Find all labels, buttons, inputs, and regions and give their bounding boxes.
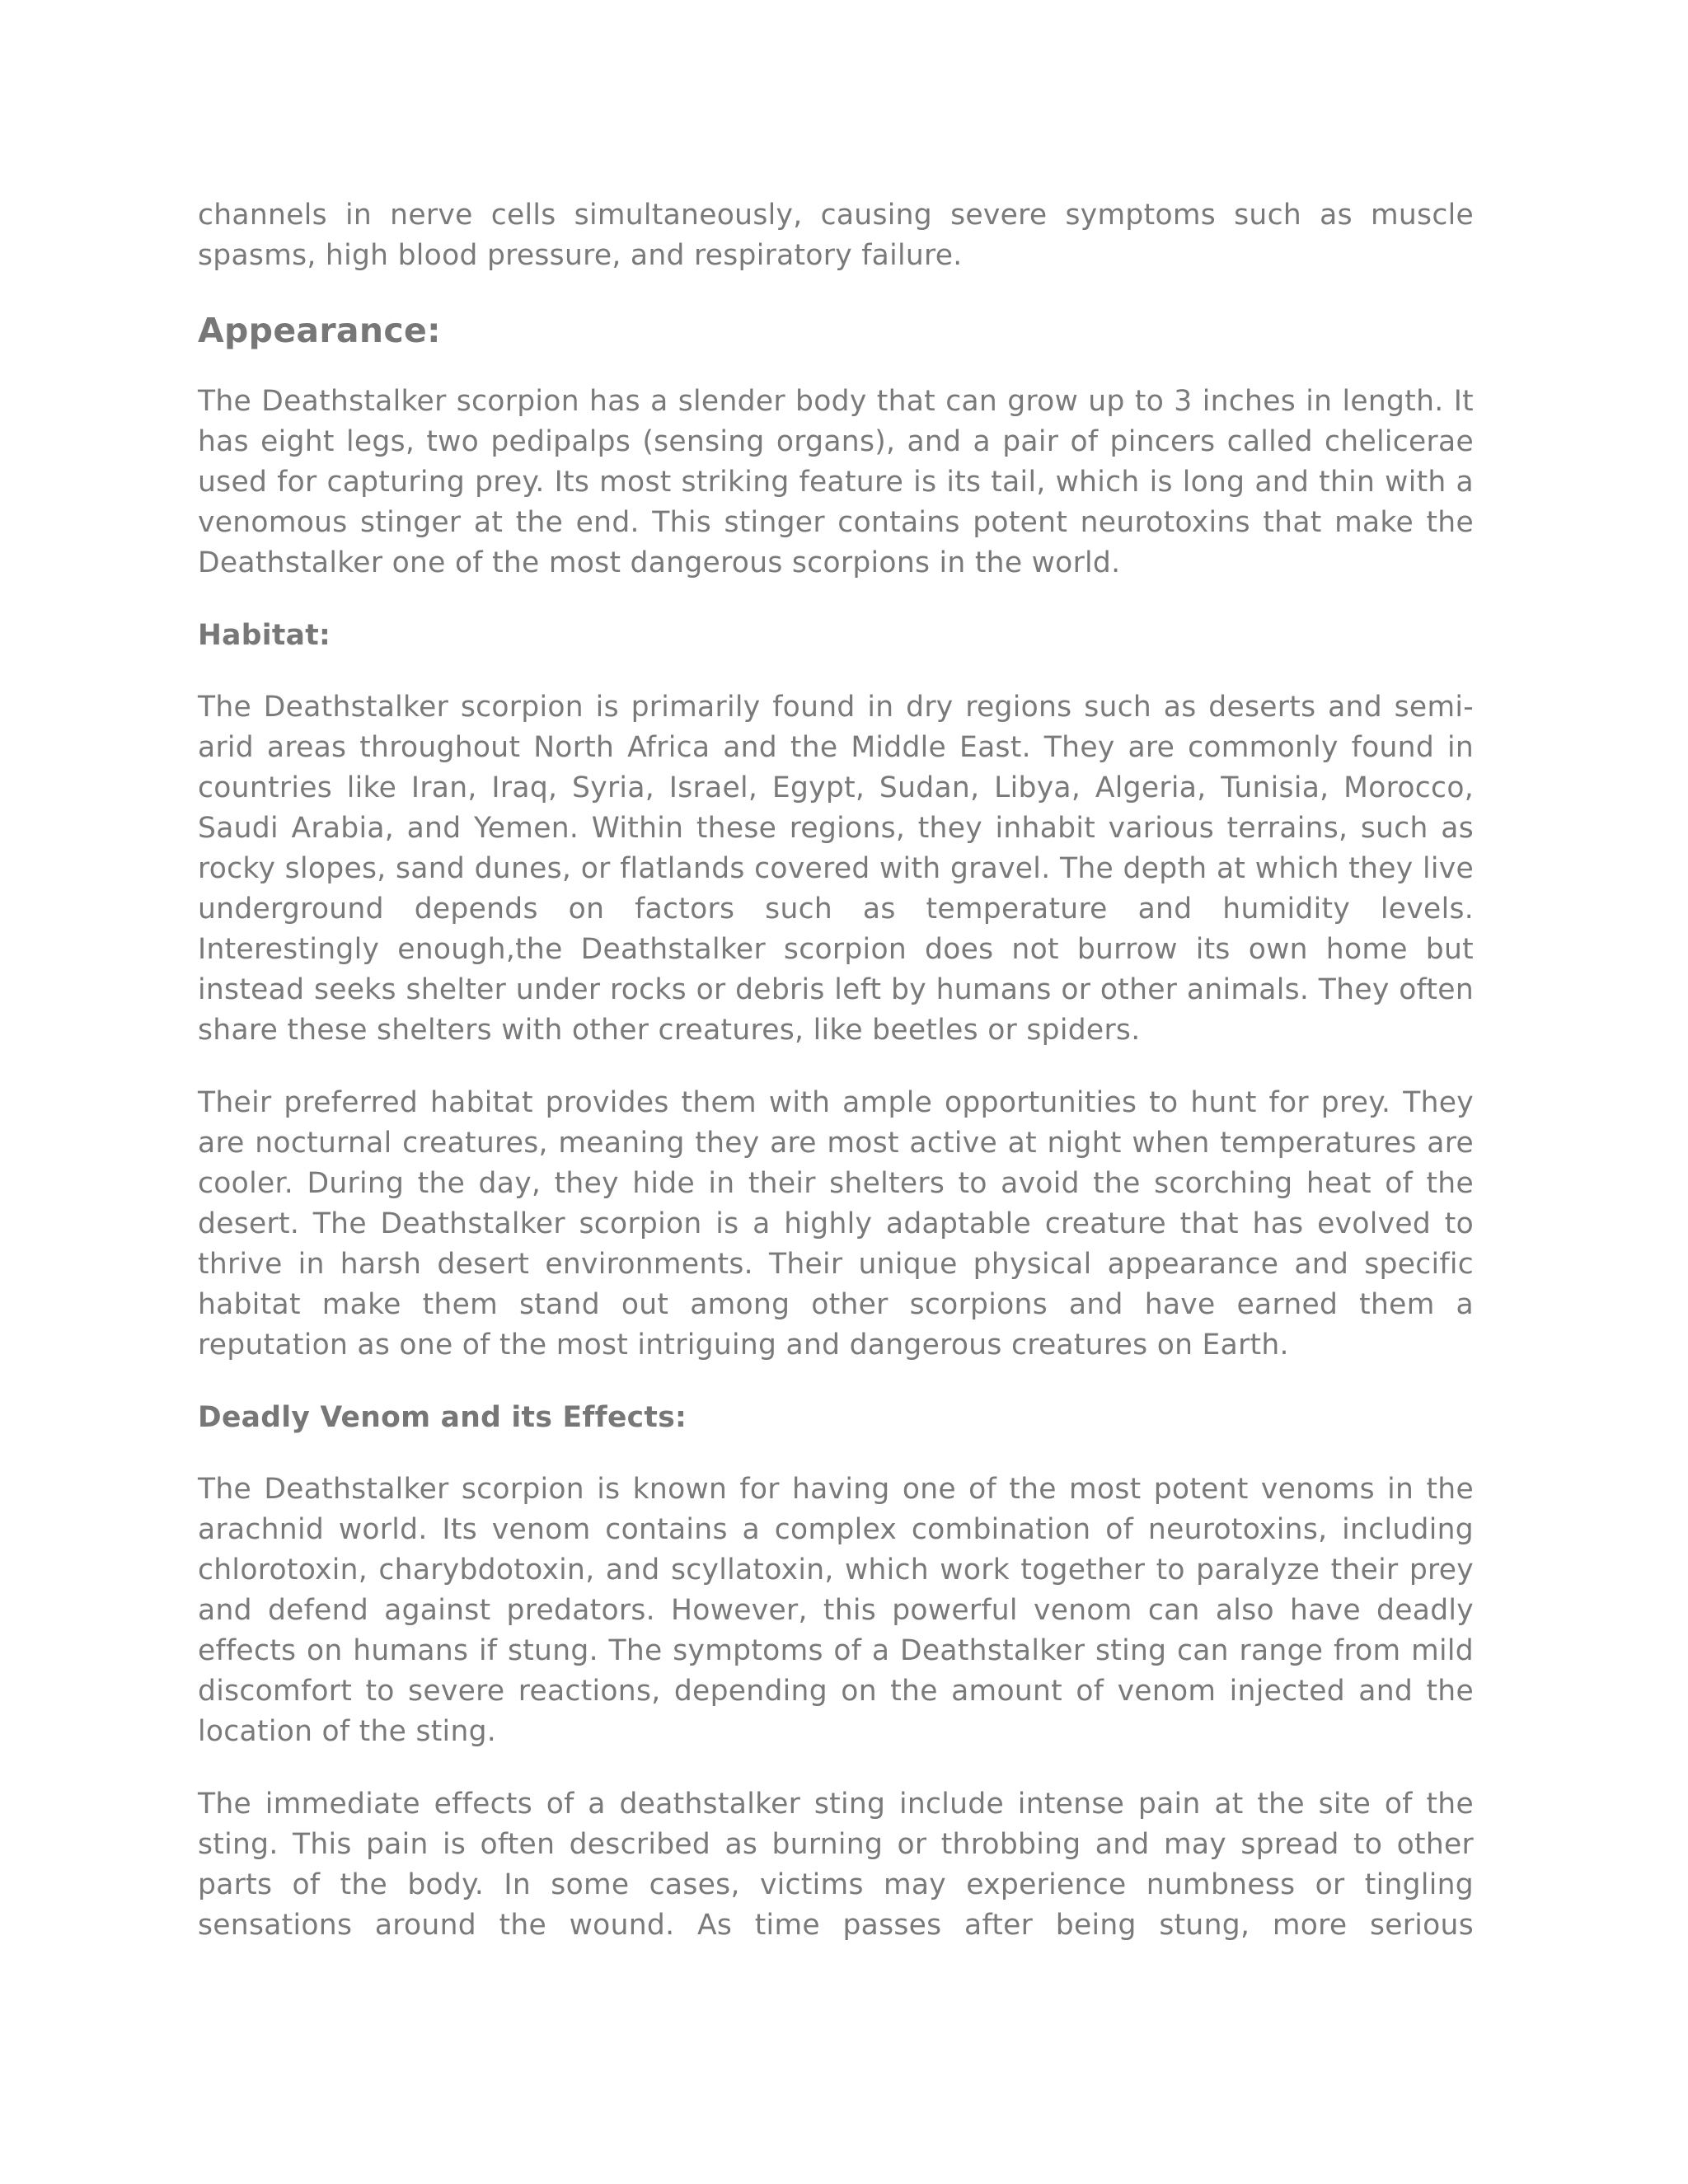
habitat-paragraph-2: Their preferred habitat provides them with ample opportunities to hunt for prey. They are nocturnal creatures, meaning they are most active at night when temperatures are cooler. During the day, they hide in their shelters to avoid the scorching heat of the desert. The Deathstalker scorpion is a highly adaptable creature that has evolved to thrive in harsh desert environments. Their unique physical appearance and specific habitat make them stand out among other scorpions and have earned them a reputation as one of the most intriguing and dangerous creatures on Earth. (198, 1086, 1474, 1361)
appearance-heading: Appearance: (198, 311, 441, 350)
intro-fragment-paragraph: channels in nerve cells simultaneously, causing severe symptoms such as muscle spasms, high blood pressure, and respiratory failure. (198, 199, 1474, 272)
habitat-paragraph-1: The Deathstalker scorpion is primarily found in dry regions such as deserts and semi-arid areas throughout North Africa and the Middle East. They are commonly found in countries like Iran, Iraq, Syria, Israel, Egypt, Sudan, Libya, Algeria, Tunisia, Morocco, Saudi Arabia, and Yemen. Within these regions, they inhabit various terrains, such as rocky slopes, sand dunes, or flatlands covered with gravel. The depth at which they live underground depends on factors such as temperature and humidity levels. Interestingly enough,the Deathstalker scorpion does not burrow its own home but instead seeks shelter under rocks or debris left by humans or other animals. They often share these shelters with other creatures, like beetles or spiders. (198, 691, 1474, 1047)
venom-paragraph-1: The Deathstalker scorpion is known for having one of the most potent venoms in the arachnid world. Its venom contains a complex combination of neurotoxins, including chlorotoxin, charybdotoxin, and scyllatoxin, which work together to paralyze their prey and defend against predators. However, this powerful venom can also have deadly effects on humans if stung. The symptoms of a Deathstalker sting can range from mild discomfort to severe reactions, depending on the amount of venom injected and the location of the sting. (198, 1473, 1474, 1748)
habitat-heading: Habitat: (198, 619, 331, 652)
venom-heading: Deadly Venom and its Effects: (198, 1401, 687, 1434)
venom-paragraph-2: The immediate effects of a deathstalker sting include intense pain at the site of the sting. This pain is often described as burning or throbbing and may spread to other parts of the body. In some cases, victims may experience numbness or tingling sensations around the wound. As time passes after being stung, more serious (198, 1788, 1474, 1942)
appearance-paragraph: The Deathstalker scorpion has a slender body that can grow up to 3 inches in length. It has eight legs, two pedipalps (sensing organs), and a pair of pincers called chelicerae used for capturing prey. Its most striking feature is its tail, which is long and thin with a venomous stinger at the end. This stinger contains potent neurotoxins that make the Deathstalker one of the most dangerous scorpions in the world. (198, 385, 1474, 579)
document-body (198, 195, 1474, 1978)
